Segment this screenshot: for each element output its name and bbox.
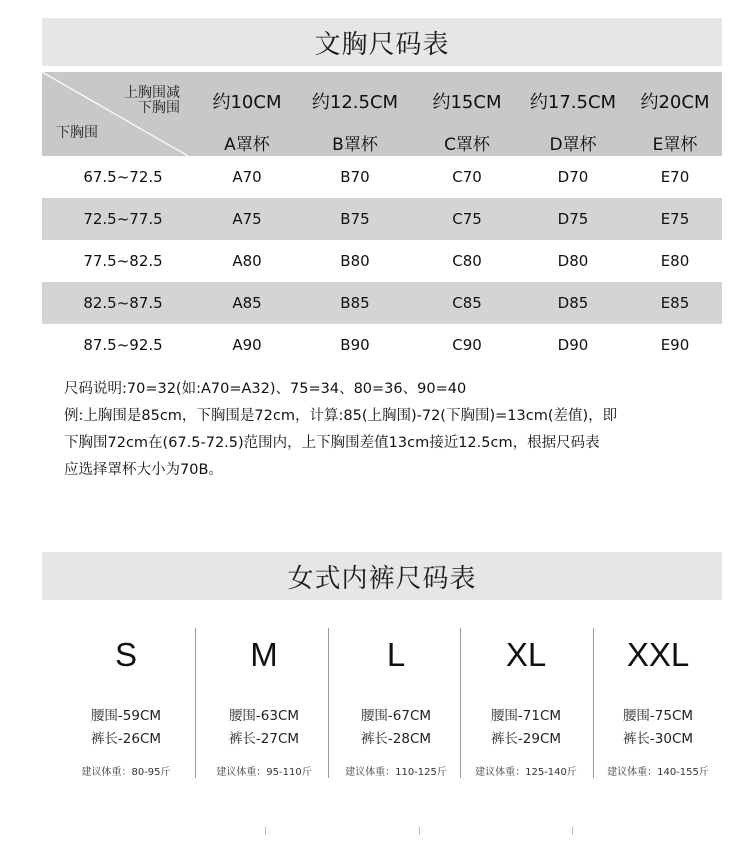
waist-measure: 腰围-59CM: [90, 708, 162, 724]
under-bust-range: 77.5~82.5: [83, 252, 163, 270]
under-bust-range: 82.5~87.5: [83, 294, 163, 312]
cup-label: A罩杯: [224, 135, 270, 155]
briefs-size-xl: [460, 628, 592, 778]
size-cell: C80: [452, 252, 482, 270]
header-col-e: [620, 72, 730, 156]
cup-label: B罩杯: [332, 135, 378, 155]
header-col-c: [412, 72, 522, 156]
under-bust-range: 72.5~77.5: [83, 210, 163, 228]
size-cell: E85: [660, 294, 690, 312]
table-row: [42, 156, 722, 198]
size-cell: C75: [452, 210, 482, 228]
size-cell: B80: [340, 252, 370, 270]
size-cell: E75: [660, 210, 690, 228]
bra-table-header: [42, 72, 722, 156]
header-col-a: [192, 72, 302, 156]
header-col-d: [518, 72, 628, 156]
size-cell: C85: [452, 294, 482, 312]
table-row: [42, 240, 722, 282]
briefs-size-xxl: [592, 628, 724, 778]
cup-difference: 约15CM: [432, 92, 502, 113]
suggested-weight: 建议体重：80-95斤: [81, 767, 171, 778]
table-row: [42, 324, 722, 366]
size-cell: A90: [232, 336, 262, 354]
column-divider: [195, 628, 196, 778]
note-line: 下胸围72cm在(67.5-72.5)范围内，上下胸围差值13cm接近12.5cm，根据尺码表: [64, 435, 600, 451]
briefs-size-l: [330, 628, 462, 778]
cup-label: C罩杯: [444, 135, 490, 155]
suggested-weight: 建议体重：140-155斤: [607, 767, 709, 778]
size-letter: M: [250, 636, 278, 673]
waist-measure: 腰围-71CM: [490, 708, 562, 724]
size-cell: A80: [232, 252, 262, 270]
cup-difference: 约20CM: [640, 92, 710, 113]
diagonal-header-cell: [42, 72, 188, 156]
briefs-size-chart-title-bar: [42, 552, 722, 600]
cup-difference: 约17.5CM: [529, 92, 617, 113]
size-cell: A75: [232, 210, 262, 228]
under-bust-range: 87.5~92.5: [83, 336, 163, 354]
table-row: [42, 198, 722, 240]
over-label-line1: 上胸围减: [124, 85, 180, 101]
size-cell: E80: [660, 252, 690, 270]
size-cell: A70: [232, 168, 262, 186]
bottom-tick-mark: [265, 827, 266, 835]
size-letter: XXL: [626, 636, 690, 673]
size-cell: E90: [660, 336, 690, 354]
size-cell: C90: [452, 336, 482, 354]
suggested-weight: 建议体重：125-140斤: [475, 767, 577, 778]
bra-size-chart-title: 文胸尺码表: [314, 29, 450, 60]
length-measure: 裤长-28CM: [360, 731, 432, 747]
under-bust-range: 67.5~72.5: [83, 168, 163, 186]
suggested-weight: 建议体重：95-110斤: [216, 767, 312, 778]
size-cell: E70: [660, 168, 690, 186]
size-cell: D70: [557, 168, 589, 186]
waist-measure: 腰围-75CM: [622, 708, 694, 724]
bottom-tick-mark: [572, 827, 573, 835]
size-letter: XL: [505, 636, 547, 673]
note-line: 应选择罩杯大小为70B。: [64, 462, 223, 478]
waist-measure: 腰围-63CM: [228, 708, 300, 724]
briefs-size-s: [60, 628, 192, 778]
waist-measure: 腰围-67CM: [360, 708, 432, 724]
size-cell: D85: [557, 294, 589, 312]
size-cell: B85: [340, 294, 370, 312]
size-cell: B90: [340, 336, 370, 354]
length-measure: 裤长-29CM: [490, 731, 562, 747]
bra-size-chart-title-bar: [42, 18, 722, 66]
size-letter: L: [386, 636, 406, 673]
cup-difference: 约10CM: [212, 92, 282, 113]
size-cell: B75: [340, 210, 370, 228]
under-bust-label: 下胸围: [56, 125, 98, 141]
cup-label: D罩杯: [549, 135, 597, 155]
size-cell: D75: [557, 210, 589, 228]
size-notes: [64, 376, 724, 484]
length-measure: 裤长-26CM: [90, 731, 162, 747]
length-measure: 裤长-27CM: [228, 731, 300, 747]
bottom-tick-mark: [419, 827, 420, 835]
cup-label: E罩杯: [652, 135, 698, 155]
size-letter: S: [114, 636, 137, 673]
size-cell: D90: [557, 336, 589, 354]
briefs-size-m: [198, 628, 330, 778]
note-line: 尺码说明:70=32(如:A70=A32)、75=34、80=36、90=40: [64, 381, 467, 397]
suggested-weight: 建议体重：110-125斤: [345, 767, 447, 778]
column-divider: [328, 628, 329, 778]
size-cell: C70: [452, 168, 482, 186]
bra-size-table: [42, 72, 722, 366]
briefs-size-chart-title: 女式内裤尺码表: [287, 563, 477, 594]
over-label-line2: 下胸围: [138, 100, 180, 116]
length-measure: 裤长-30CM: [622, 731, 694, 747]
header-col-b: [300, 72, 410, 156]
size-cell: A85: [232, 294, 262, 312]
table-row: [42, 282, 722, 324]
briefs-size-grid: [60, 628, 724, 778]
over-minus-under-label: [124, 86, 180, 116]
cup-difference: 约12.5CM: [311, 92, 399, 113]
size-cell: D80: [557, 252, 589, 270]
note-line: 例:上胸围是85cm，下胸围是72cm，计算:85(上胸围)-72(下胸围)=13cm(差值)，即: [64, 408, 618, 424]
size-cell: B70: [340, 168, 370, 186]
